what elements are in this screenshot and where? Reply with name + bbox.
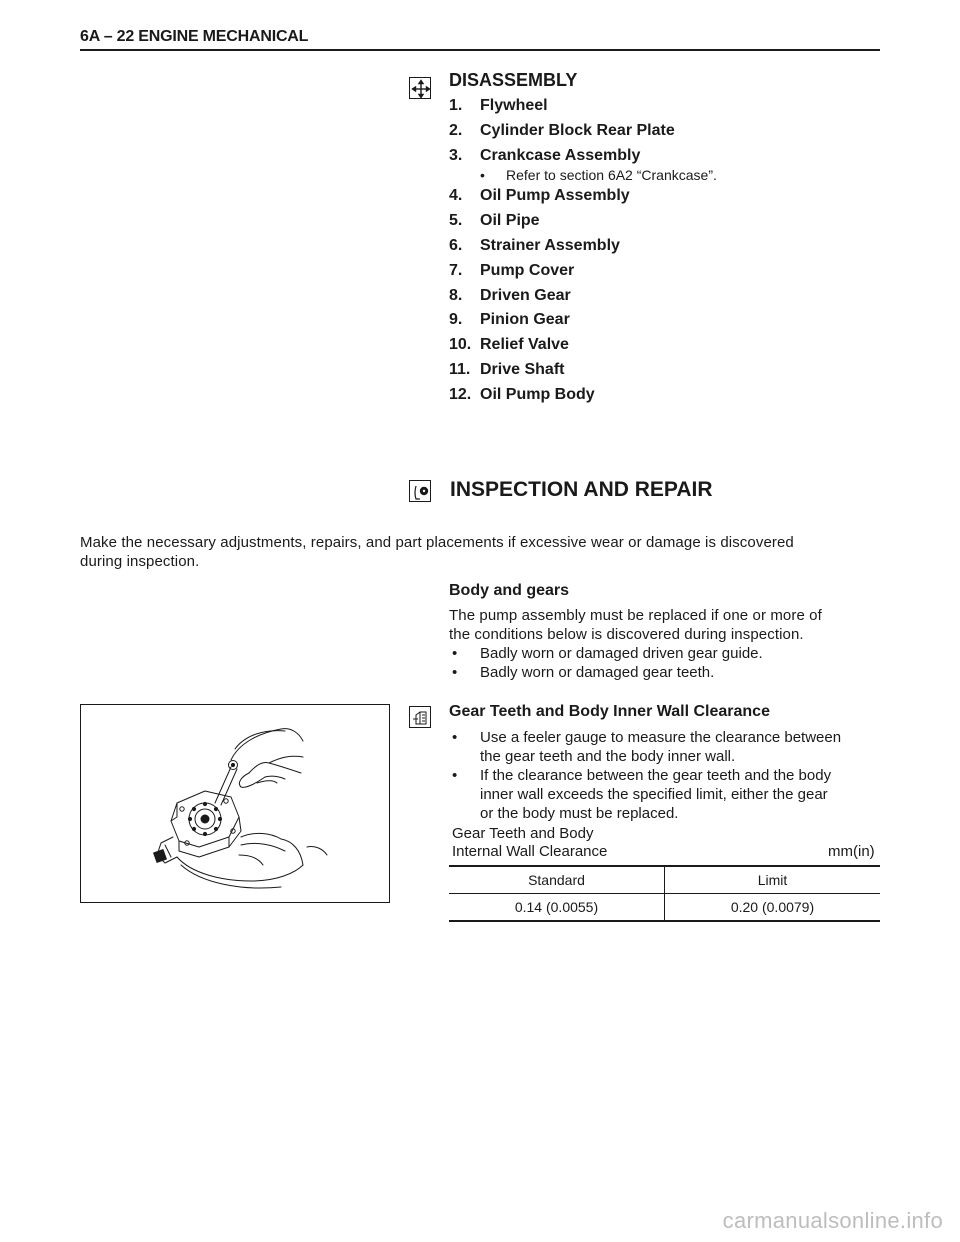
clearance-bullets (449, 728, 880, 823)
disassembly-arrows-icon (409, 77, 431, 99)
column-header: Limit (665, 866, 881, 894)
feeler-gauge-oil-pump-illustration (80, 704, 390, 903)
body-gears-title: Body and gears (449, 582, 570, 599)
list-item: 1. Flywheel (449, 97, 548, 114)
table-row (449, 894, 880, 922)
table-header-row (449, 866, 880, 894)
inspection-eye-icon (409, 480, 431, 502)
list-item: 7. Pump Cover (449, 261, 575, 279)
table-cell: 0.14 (0.0055) (449, 894, 665, 922)
spec-unit: mm(in) (828, 843, 875, 860)
list-item: 3. Crankcase Assembly (449, 146, 641, 164)
disassembly-list (449, 96, 879, 410)
table-cell: 0.20 (0.0079) (665, 894, 881, 922)
list-item: 9. Pinion Gear (449, 311, 570, 329)
list-item: • Badly worn or damaged gear teeth. (452, 664, 715, 681)
body-gears-bullets (449, 644, 880, 682)
list-item: 12. Oil Pump Body (449, 385, 595, 403)
list-item: 10. Relief Valve (449, 336, 569, 354)
list-item: 5. Oil Pipe (449, 212, 540, 230)
inspection-title: INSPECTION AND REPAIR (450, 478, 713, 501)
clearance-title: Gear Teeth and Body Inner Wall Clearance (449, 703, 770, 720)
list-item: 11. Drive Shaft (449, 360, 565, 378)
inspection-intro-line1: Make the necessary adjustments, repairs, and part placements if excessive wear or damage is discovered (80, 534, 794, 551)
crankcase-note: • Refer to section 6A2 “Crankcase”. (480, 167, 717, 184)
list-item: • Use a feeler gauge to measure the clearance between the gear teeth and the body inner wall. (452, 729, 842, 765)
inspection-intro-line2: during inspection. (80, 553, 200, 570)
column-header: Standard (449, 866, 665, 894)
list-item: 4. Oil Pump Assembly (449, 187, 630, 205)
body-gears-text-line2: the conditions below is discovered during inspection. (449, 626, 804, 643)
disassembly-title: DISASSEMBLY (449, 70, 578, 90)
list-item: • If the clearance between the gear teeth and the body inner wall exceeds the specified limit, either the gear or the body must be replaced. (452, 767, 832, 822)
clearance-spec-table (449, 865, 880, 922)
list-item: 2. Cylinder Block Rear Plate (449, 121, 675, 139)
body-gears-text-line1: The pump assembly must be replaced if one or more of (449, 607, 822, 624)
page-header: 6A – 22 ENGINE MECHANICAL (80, 28, 880, 51)
list-item: 6. Strainer Assembly (449, 236, 620, 254)
list-item: • Badly worn or damaged driven gear guide. (452, 645, 763, 662)
spec-caption-line1: Gear Teeth and Body (452, 825, 594, 842)
spec-caption-line2: Internal Wall Clearance (452, 843, 608, 860)
watermark: carmanualsonline.info (722, 1208, 943, 1233)
list-item: 8. Driven Gear (449, 286, 571, 304)
measurement-gauge-icon (409, 706, 431, 728)
